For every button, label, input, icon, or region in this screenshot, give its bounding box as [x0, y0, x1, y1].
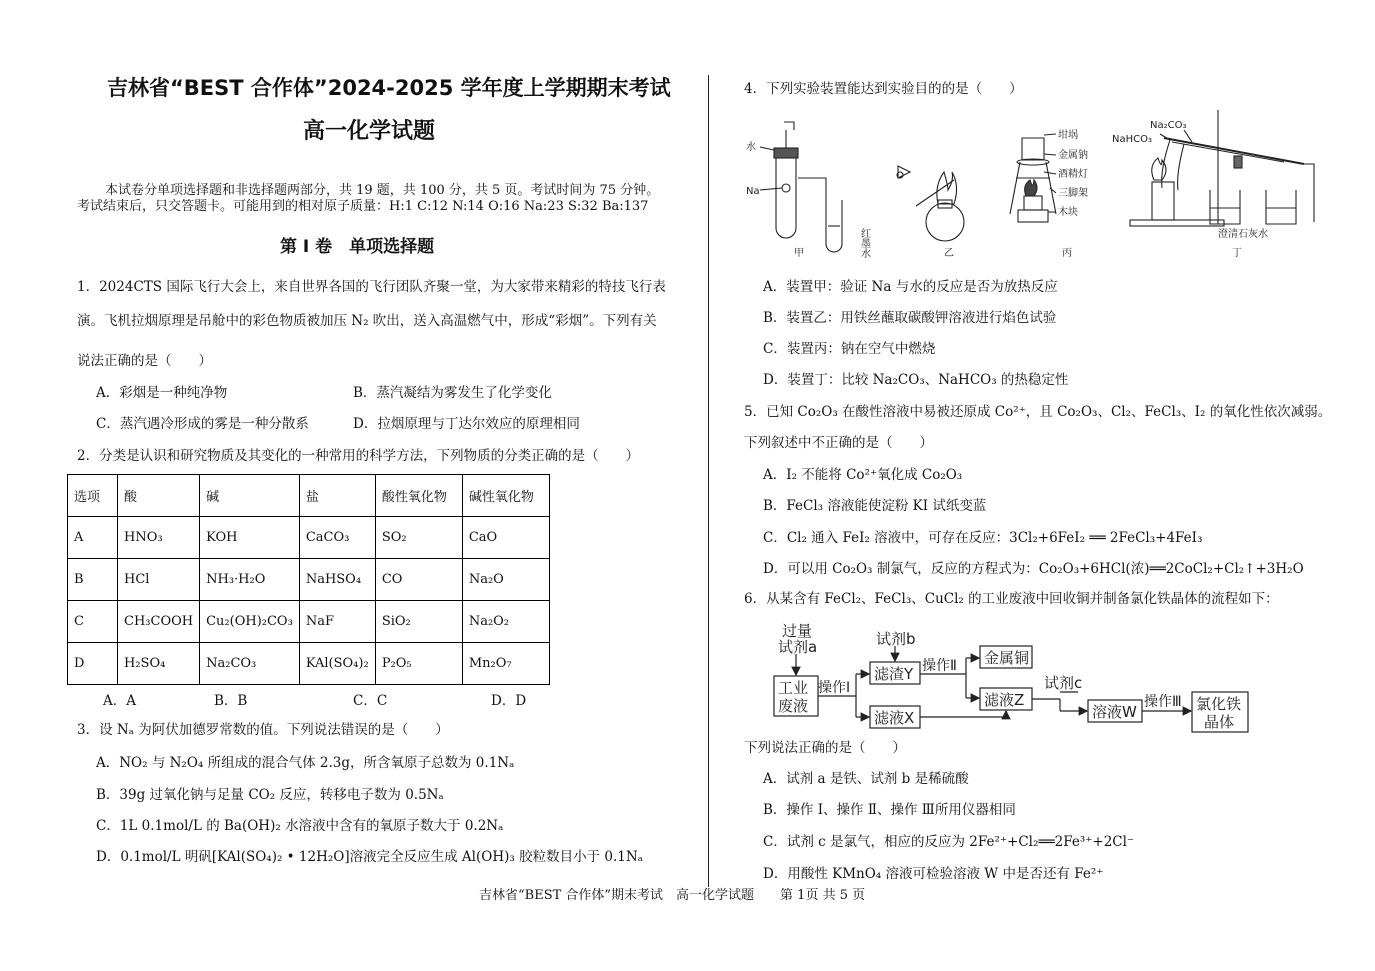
- table-cell: SO₂: [375, 517, 462, 559]
- label-tripod: 三脚架: [1058, 188, 1088, 199]
- q1-option-b: B．蒸汽凝结为雾发生了化学变化: [353, 385, 552, 401]
- section-heading: 第 Ⅰ 卷 单项选择题: [280, 237, 435, 257]
- table-header-cell: 酸: [118, 475, 200, 517]
- flow-filtrate-z: 滤液Z: [984, 691, 1025, 709]
- label-sodium-metal: 金属钠: [1058, 150, 1088, 161]
- q5-option-c: C．Cl₂ 通入 FeI₂ 溶液中，可存在反应：3Cl₂+6FeI₂ ══ 2FeCl₃+4FeI₃: [763, 530, 1203, 546]
- table-cell: NaHSO₄: [299, 559, 375, 601]
- q5-option-d: D．可以用 Co₂O₃ 制氯气，反应的方程式为：Co₂O₃+6HCl(浓)══2CoCl₂+Cl₂↑+3H₂O: [763, 561, 1304, 577]
- label-water: 水: [746, 142, 756, 153]
- flow-crystal-1: 氯化铁: [1196, 695, 1242, 713]
- table-cell: HNO₃: [118, 517, 200, 559]
- table-cell: P₂O₅: [375, 643, 462, 685]
- exam-subtitle: 高一化学试题: [303, 119, 436, 144]
- label-ding: 丁: [1232, 248, 1242, 259]
- q6-option-d: D．用酸性 KMnO₄ 溶液可检验溶液 W 中是否还有 Fe²⁺: [763, 866, 1104, 882]
- label-yi: 乙: [944, 248, 954, 259]
- q3-option-a: A．NO₂ 与 N₂O₄ 所组成的混合气体 2.3g，所含氧原子总数为 0.1Nₐ: [96, 755, 515, 771]
- table-cell: HCl: [118, 559, 200, 601]
- q4-option-d: D．装置丁：比较 Na₂CO₃、NaHCO₃ 的热稳定性: [763, 372, 1069, 388]
- q4-option-b: B．装置乙：用铁丝蘸取碳酸钾溶液进行焰色试验: [763, 310, 1057, 326]
- table-row: [68, 517, 550, 559]
- classification-table: [67, 474, 550, 685]
- q5-line-2: 下列叙述中不正确的是（ ）: [744, 435, 933, 451]
- q5-option-b: B．FeCl₃ 溶液能使淀粉 KI 试纸变蓝: [763, 498, 987, 514]
- apparatus-jia: [760, 122, 842, 252]
- flow-crystal-2: 晶体: [1204, 713, 1235, 731]
- table-header-cell: 选项: [68, 475, 118, 517]
- table-row: [68, 643, 550, 685]
- page-footer: 吉林省“BEST 合作体”期末考试 高一化学试题 第 1页 共 5 页: [479, 888, 866, 903]
- q1-option-a: A．彩烟是一种纯净物: [96, 385, 228, 401]
- label-na2co3: Na₂CO₃: [1150, 120, 1187, 131]
- apparatus-yi: [897, 166, 964, 241]
- exam-title: 吉林省“BEST 合作体”2024-2025 学年度上学期期末考试: [107, 76, 671, 100]
- apparatus-bing: [1010, 134, 1056, 222]
- label-na: Na: [746, 186, 760, 197]
- label-crucible: 坩埚: [1058, 130, 1078, 141]
- q2-option-d: D．D: [491, 693, 527, 709]
- label-bing: 丙: [1062, 248, 1072, 259]
- table-cell: KAl(SO₄)₂: [299, 643, 375, 685]
- table-cell: D: [68, 643, 118, 685]
- q6-option-a: A．试剂 a 是铁、试剂 b 是稀硫酸: [763, 771, 969, 787]
- table-cell: NaF: [299, 601, 375, 643]
- flow-solution-w: 溶液W: [1092, 703, 1137, 721]
- table-cell: KOH: [200, 517, 300, 559]
- q6-stem: 6．从某含有 FeCl₂、FeCl₃、CuCl₂ 的工业废液中回收铜并制备氯化铁晶体的流程如下：: [744, 591, 1279, 607]
- flow-reagent-a: 试剂a: [778, 638, 818, 656]
- flow-op1: 操作Ⅰ: [818, 680, 851, 696]
- q1-line-3: 说法正确的是（ ）: [77, 353, 212, 369]
- table-row: [68, 601, 550, 643]
- q2-option-b: B．B: [214, 693, 248, 709]
- apparatus-figure: [740, 100, 1320, 262]
- table-row: [68, 559, 550, 601]
- table-cell: C: [68, 601, 118, 643]
- label-alcohol-lamp: 酒精灯: [1058, 169, 1088, 180]
- q4-option-c: C．装置丙：钠在空气中燃烧: [763, 341, 936, 357]
- table-cell: Cu₂(OH)₂CO₃: [200, 601, 300, 643]
- label-wood-block: 木块: [1058, 207, 1078, 218]
- table-cell: Na₂CO₃: [200, 643, 300, 685]
- table-cell: NH₃·H₂O: [200, 559, 300, 601]
- q1-option-d: D．拉烟原理与丁达尔效应的原理相同: [353, 416, 580, 432]
- q6-option-c: C．试剂 c 是氯气，相应的反应为 2Fe²⁺+Cl₂══2Fe³⁺+2Cl⁻: [763, 834, 1135, 850]
- process-flowchart: [760, 618, 1260, 736]
- q1-line-2: 演。飞机拉烟原理是吊舱中的彩色物质被加压 N₂ 吹出，送入高温燃气中，形成“彩烟”。下列有关: [77, 313, 657, 329]
- label-jia: 甲: [794, 248, 804, 259]
- q4-stem: 4．下列实验装置能达到实验目的的是（ ）: [744, 81, 1023, 97]
- flow-waste-2: 废液: [778, 697, 809, 715]
- table-header-cell: 碱性氧化物: [462, 475, 549, 517]
- table-cell: Na₂O₂: [462, 601, 549, 643]
- intro-line-1: 本试卷分单项选择题和非选择题两部分，共 19 题，共 100 分，共 5 页。考试时间为 75 分钟。: [105, 183, 660, 198]
- flow-reagent-b: 试剂b: [876, 630, 916, 648]
- flow-excess: 过量: [782, 622, 813, 640]
- table-cell: B: [68, 559, 118, 601]
- table-cell: H₂SO₄: [118, 643, 200, 685]
- q2-option-a: A．A: [103, 693, 136, 709]
- label-limewater: 澄清石灰水: [1218, 229, 1268, 240]
- q6-ask: 下列说法正确的是（ ）: [744, 740, 906, 756]
- q4-option-a: A．装置甲：验证 Na 与水的反应是否为放热反应: [763, 279, 1058, 295]
- q3-option-d: D．0.1mol/L 明矾[KAl(SO₄)₂ • 12H₂O]溶液完全反应生成 Al(OH)₃ 胶粒数目小于 0.1Nₐ: [96, 849, 643, 865]
- q6-option-b: B．操作 Ⅰ、操作 Ⅱ、操作 Ⅲ所用仪器相同: [763, 802, 1016, 818]
- table-cell: Mn₂O₇: [462, 643, 549, 685]
- intro-line-2: 考试结束后，只交答题卡。可能用到的相对原子质量：H:1 C:12 N:14 O:16 Na:23 S:32 Ba:137: [77, 199, 649, 214]
- table-cell: CO: [375, 559, 462, 601]
- flow-filtrate-x: 滤液X: [874, 709, 915, 727]
- q3-option-b: B．39g 过氧化钠与足量 CO₂ 反应，转移电子数为 0.5Nₐ: [96, 787, 444, 803]
- table-header-row: [68, 475, 550, 517]
- q3-option-c: C．1L 0.1mol/L 的 Ba(OH)₂ 水溶液中含有的氧原子数大于 0.2Nₐ: [96, 818, 504, 834]
- q5-option-a: A．I₂ 不能将 Co²⁺氧化成 Co₂O₃: [763, 467, 963, 483]
- table-header-cell: 盐: [299, 475, 375, 517]
- flow-residue-y: 滤渣Y: [874, 665, 914, 683]
- label-red-ink: 红墨水: [858, 228, 870, 258]
- column-divider: [708, 75, 709, 887]
- flow-op3: 操作Ⅲ: [1144, 694, 1182, 710]
- q2-stem: 2．分类是认识和研究物质及其变化的一种常用的科学方法，下列物质的分类正确的是（ ）: [77, 448, 640, 464]
- label-nahco3: NaHCO₃: [1112, 134, 1152, 145]
- table-header-cell: 碱: [200, 475, 300, 517]
- q3-stem: 3．设 Nₐ 为阿伏加德罗常数的值。下列说法错误的是（ ）: [77, 722, 449, 738]
- table-cell: Na₂O: [462, 559, 549, 601]
- q5-line-1: 5．已知 Co₂O₃ 在酸性溶液中易被还原成 Co²⁺，且 Co₂O₃、Cl₂、FeCl₃、I₂ 的氧化性依次减弱。: [744, 404, 1332, 420]
- flow-copper: 金属铜: [984, 649, 1030, 667]
- table-cell: CaCO₃: [299, 517, 375, 559]
- q2-option-c: C．C: [353, 693, 388, 709]
- table-cell: SiO₂: [375, 601, 462, 643]
- table-cell: A: [68, 517, 118, 559]
- table-cell: CaO: [462, 517, 549, 559]
- q1-line-1: 1．2024CTS 国际飞行大会上，来自世界各国的飞行团队齐聚一堂，为大家带来精彩的特技飞行表: [77, 279, 666, 295]
- flow-reagent-c: 试剂c: [1044, 674, 1083, 692]
- flow-op2: 操作Ⅱ: [922, 658, 957, 674]
- q1-option-c: C．蒸汽遇冷形成的雾是一种分散系: [96, 416, 309, 432]
- flow-waste-1: 工业: [778, 679, 809, 697]
- table-cell: CH₃COOH: [118, 601, 200, 643]
- table-header-cell: 酸性氧化物: [375, 475, 462, 517]
